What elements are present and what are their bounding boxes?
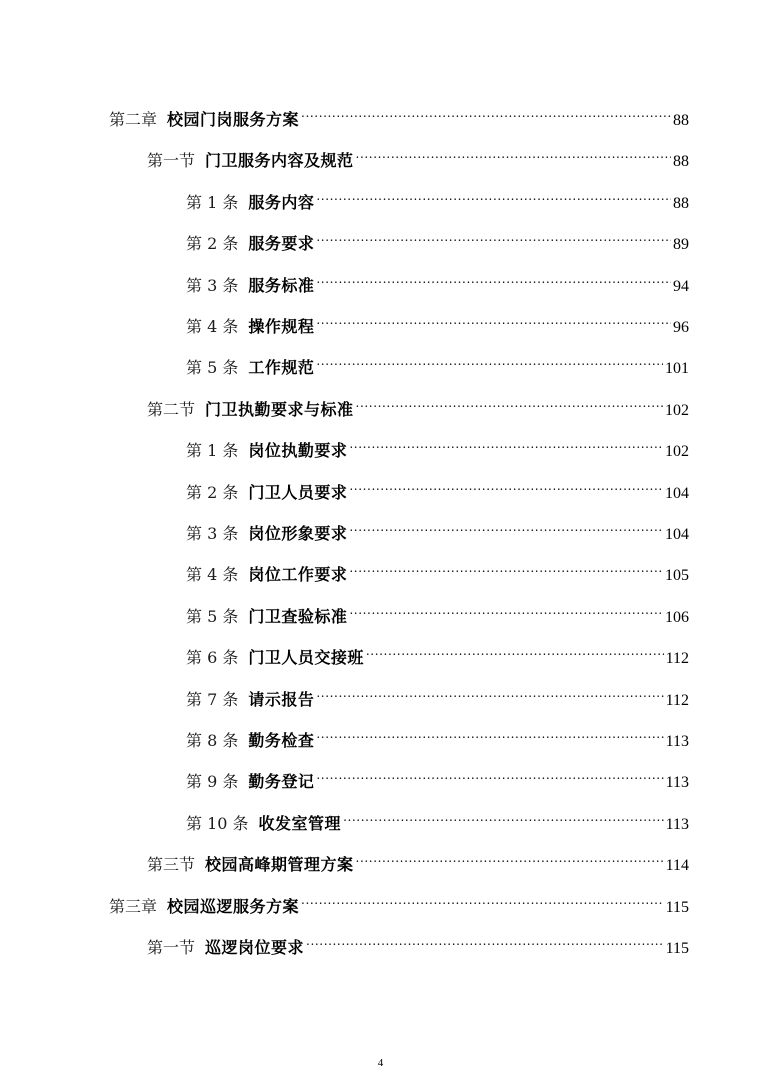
toc-entry-page-number: 112 (665, 691, 689, 709)
toc-entry-page-number: 96 (673, 319, 689, 336)
toc-entry[interactable] (186, 594, 689, 626)
toc-dot-leader (316, 759, 663, 787)
toc-dot-leader (356, 387, 663, 415)
toc-entry[interactable] (186, 428, 689, 461)
toc-dot-leader (349, 470, 663, 498)
toc-dot-leader (343, 801, 664, 829)
toc-dot-leader (316, 304, 671, 332)
toc-entry-title: 服务标准 (248, 275, 315, 295)
toc-entry-title: 服务要求 (248, 234, 315, 254)
page-number: 4 (377, 1057, 384, 1069)
toc-entry[interactable] (147, 387, 689, 419)
toc-entry[interactable] (147, 138, 689, 171)
toc-entry-title: 岗位工作要求 (248, 565, 348, 585)
toc-entry-number: 第 2 条 (186, 482, 239, 502)
toc-entry-title: 工作规范 (248, 358, 315, 378)
toc-dot-leader (349, 511, 663, 539)
toc-entry-page-number: 104 (665, 484, 689, 502)
toc-entry-page-number: 113 (665, 815, 689, 833)
toc-entry[interactable] (186, 470, 689, 502)
toc-entry-number: 第 1 条 (186, 441, 239, 461)
toc-entry-number: 第 9 条 (186, 772, 239, 792)
toc-entry-page-number: 113 (665, 774, 689, 792)
toc-entry[interactable] (186, 304, 689, 336)
toc-entry-title: 岗位执勤要求 (248, 441, 348, 461)
toc-entry-number: 第 7 条 (186, 689, 239, 709)
toc-entry-title: 收发室管理 (258, 813, 342, 833)
toc-entry-number: 第 8 条 (186, 731, 239, 750)
toc-entry[interactable] (186, 759, 689, 792)
toc-dot-leader (316, 345, 663, 373)
toc-entry[interactable] (186, 345, 689, 378)
toc-entry-page-number: 88 (673, 194, 689, 212)
toc-entry-number: 第三章 (109, 896, 158, 916)
toc-entry-page-number: 102 (665, 443, 689, 461)
toc-entry-title: 校园巡逻服务方案 (167, 896, 300, 916)
toc-dot-leader (316, 221, 671, 249)
toc-dot-leader (316, 180, 671, 208)
toc-dot-leader (316, 718, 663, 746)
toc-entry[interactable] (186, 263, 689, 295)
toc-entry-title: 操作规程 (248, 317, 315, 336)
toc-entry-number: 第一节 (147, 938, 196, 957)
toc-entry-title: 服务内容 (248, 192, 315, 212)
toc-entry[interactable] (109, 884, 689, 916)
toc-entry-title: 门卫执勤要求与标准 (205, 399, 354, 419)
toc-entry-number: 第 2 条 (186, 234, 239, 254)
toc-entry[interactable] (186, 221, 689, 254)
toc-entry-number: 第 3 条 (186, 524, 239, 543)
toc-entry-number: 第 5 条 (186, 358, 239, 378)
toc-entry-title: 门卫查验标准 (248, 606, 348, 626)
toc-entry-page-number: 114 (665, 857, 689, 875)
toc-entry-title: 勤务检查 (248, 731, 315, 750)
toc-dot-leader (316, 263, 671, 291)
toc-entry-number: 第 3 条 (186, 275, 239, 295)
toc-entry-title: 请示报告 (248, 689, 315, 709)
toc-entry-number: 第三节 (147, 855, 196, 875)
toc-entry-number: 第 6 条 (186, 648, 239, 668)
toc-entry-page-number: 89 (673, 236, 689, 254)
toc-entry-number: 第 4 条 (186, 565, 239, 585)
toc-entry-page-number: 88 (673, 153, 689, 171)
toc-entry[interactable] (186, 552, 689, 585)
toc-entry[interactable] (109, 97, 689, 129)
toc-entry[interactable] (186, 718, 689, 750)
toc-entry[interactable] (186, 677, 689, 709)
toc-dot-leader (301, 884, 664, 912)
toc-entry-number: 第 10 条 (186, 813, 249, 833)
toc-dot-leader (366, 635, 664, 663)
toc-dot-leader (349, 428, 663, 456)
toc-entry[interactable] (147, 925, 689, 957)
toc-entry-title: 门卫服务内容及规范 (205, 151, 354, 171)
toc-entry[interactable] (186, 635, 689, 668)
toc-entry-page-number: 94 (673, 277, 689, 295)
toc-entry-number: 第 1 条 (186, 192, 239, 212)
toc-entry[interactable] (186, 511, 689, 543)
toc-entry-title: 门卫人员要求 (248, 482, 348, 502)
toc-entry-number: 第 5 条 (186, 606, 239, 626)
toc-entry-title: 门卫人员交接班 (248, 648, 364, 668)
toc-dot-leader (349, 594, 663, 622)
toc-entry-page-number: 102 (665, 401, 689, 419)
toc-dot-leader (356, 842, 664, 870)
toc-entry-title: 校园高峰期管理方案 (205, 855, 354, 875)
toc-entry[interactable] (186, 801, 689, 833)
toc-entry[interactable] (186, 180, 689, 212)
toc-entry-page-number: 112 (665, 650, 689, 668)
toc-entry-number: 第二章 (109, 110, 158, 129)
toc-entry-title: 勤务登记 (248, 772, 315, 792)
toc-entry-number: 第一节 (147, 151, 196, 171)
toc-entry-title: 巡逻岗位要求 (205, 938, 305, 957)
toc-entry-title: 校园门岗服务方案 (167, 110, 300, 129)
toc-dot-leader (349, 552, 663, 580)
toc-entry-number: 第二节 (147, 399, 196, 419)
toc-dot-leader (306, 925, 664, 953)
toc-entry[interactable] (147, 842, 689, 875)
toc-dot-leader (301, 97, 671, 125)
toc-entry-page-number: 113 (665, 733, 689, 750)
toc-dot-leader (316, 677, 663, 705)
toc-entry-number: 第 4 条 (186, 317, 239, 336)
toc-entry-page-number: 115 (665, 898, 689, 916)
toc-entry-page-number: 105 (665, 567, 689, 585)
toc-dot-leader (356, 138, 671, 166)
toc-entry-page-number: 101 (665, 360, 689, 378)
toc-entry-page-number: 115 (665, 940, 689, 957)
toc-entry-page-number: 88 (673, 112, 689, 129)
toc-entry-page-number: 106 (665, 608, 689, 626)
toc-entry-title: 岗位形象要求 (248, 524, 348, 543)
toc-entry-page-number: 104 (665, 526, 689, 543)
